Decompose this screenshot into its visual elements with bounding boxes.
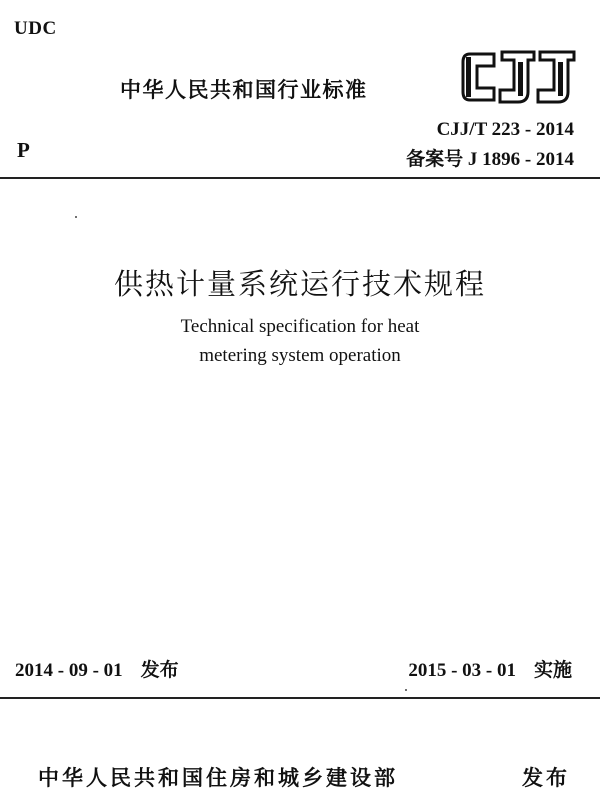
issue-label: 发布: [140, 659, 179, 681]
record-number: 备案号 J 1896 - 2014: [406, 149, 574, 170]
title-english-line1: Technical specification for heat: [180, 316, 420, 337]
standard-number: CJJ/T 223 - 2014: [436, 119, 574, 140]
title-english-line2: metering system operation: [199, 345, 401, 366]
scan-speck: [75, 216, 77, 218]
issuing-authority: 中华人民共和国住房和城乡建设部: [38, 766, 398, 790]
scan-speck: [405, 689, 407, 691]
issuing-action: 发布: [522, 766, 570, 790]
implement-date: 2015 - 03 - 01: [408, 660, 516, 681]
classification-label: P: [17, 138, 30, 162]
implement-date-block: [408, 655, 572, 682]
bottom-divider: [0, 697, 600, 699]
standard-category: 中华人民共和国行业标准: [120, 78, 368, 102]
implement-label: 实施: [533, 659, 572, 681]
issue-date: 2014 - 09 - 01: [15, 660, 123, 681]
cjj-logo: [458, 44, 578, 108]
udc-label: UDC: [14, 18, 57, 39]
issue-date-block: [15, 655, 179, 682]
top-divider: [0, 177, 600, 179]
title-chinese: 供热计量系统运行技术规程: [113, 267, 486, 301]
